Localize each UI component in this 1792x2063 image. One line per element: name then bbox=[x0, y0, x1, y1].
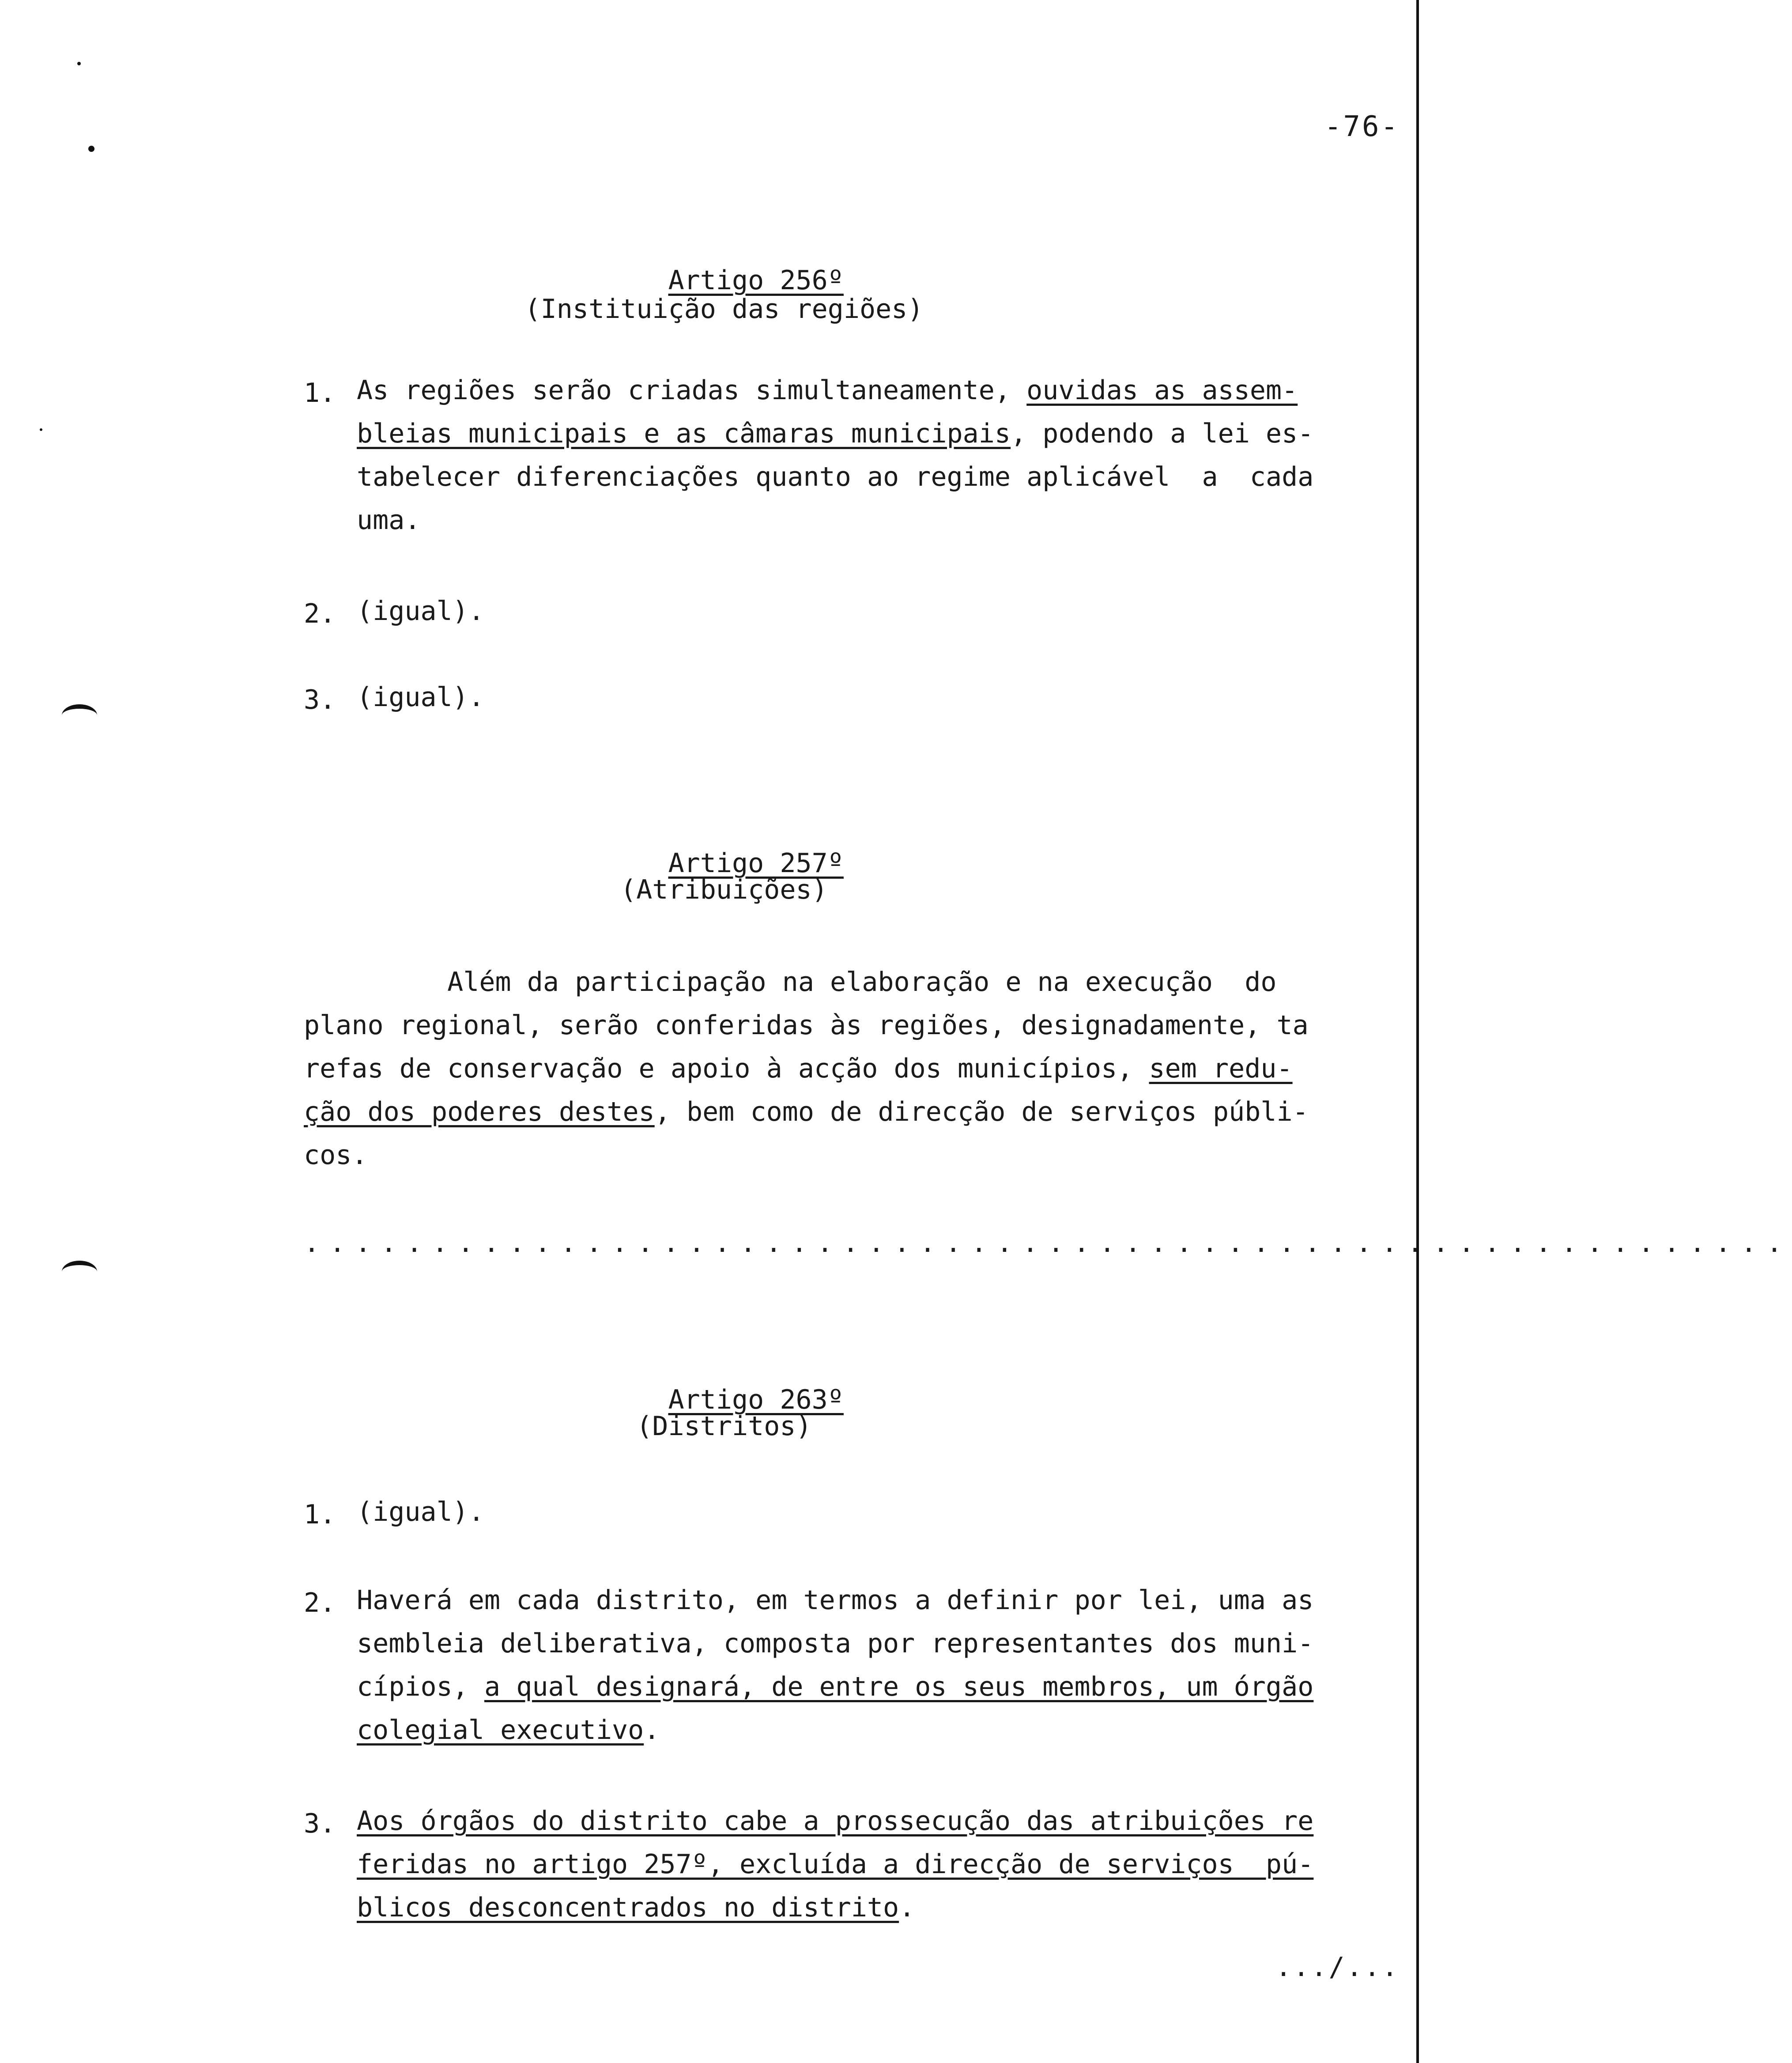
article-title-text: Artigo 256º bbox=[668, 265, 844, 296]
article-title-text: Artigo 257º bbox=[668, 848, 844, 879]
text-segment: As regiões serão criadas simultaneamente, bbox=[357, 375, 1027, 406]
underlined-text: sem redu- bbox=[1149, 1053, 1293, 1084]
item-number: 3. bbox=[304, 1808, 336, 1839]
item-line: uma. bbox=[357, 505, 421, 536]
underlined-text: blicos desconcentrados no distrito bbox=[357, 1892, 899, 1923]
punch-hole-arc bbox=[62, 704, 97, 726]
underlined-text: bleias municipais e as câmaras municipais bbox=[357, 418, 1011, 449]
underlined-text: colegial executivo bbox=[357, 1715, 644, 1746]
body-line: plano regional, serão conferidas às regiões, designadamente, ta bbox=[304, 1010, 1309, 1041]
item-number: 1. bbox=[304, 1499, 336, 1530]
text-segment: refas de conservação e apoio à acção dos municípios, bbox=[304, 1053, 1149, 1084]
text-segment: . bbox=[899, 1892, 915, 1923]
body-line: cos. bbox=[304, 1140, 368, 1171]
text-segment: . bbox=[644, 1715, 660, 1746]
separator-leaders: .......................................................... bbox=[304, 1228, 1792, 1258]
underlined-text: ouvidas as assem- bbox=[1026, 375, 1298, 406]
continuation-mark: .../... bbox=[1275, 1952, 1400, 1983]
item-line: feridas no artigo 257º, excluída a direcção de serviços pú- bbox=[357, 1849, 1314, 1880]
article-item-text bbox=[357, 369, 1313, 542]
item-line: (igual). bbox=[357, 1496, 484, 1527]
scan-mark bbox=[88, 146, 94, 152]
text-segment: , podendo a lei es- bbox=[1011, 418, 1314, 449]
underlined-text: a qual designará, de entre os seus membros, um órgão bbox=[484, 1671, 1314, 1702]
text-segment: , bem como de direcção de serviços públi- bbox=[654, 1096, 1309, 1127]
body-line: Além da participação na elaboração e na execução do bbox=[304, 967, 1277, 997]
item-line: (igual). bbox=[357, 596, 484, 627]
item-line: Aos órgãos do distrito cabe a prossecução das atribuições re bbox=[357, 1806, 1314, 1836]
article-subtitle: (Distritos) bbox=[636, 1411, 812, 1442]
article-body bbox=[304, 960, 1309, 1177]
scan-mark bbox=[77, 62, 81, 65]
item-line: tabelecer diferenciações quanto ao regime aplicável a cada bbox=[357, 461, 1314, 492]
item-number: 2. bbox=[304, 1587, 336, 1618]
punch-hole-arc bbox=[62, 1261, 97, 1283]
item-number: 3. bbox=[304, 684, 336, 715]
text-segment: cípios, bbox=[357, 1671, 484, 1702]
page-number: -76- bbox=[1324, 110, 1400, 143]
item-line: sembleia deliberativa, composta por representantes dos muni- bbox=[357, 1628, 1314, 1659]
article-title-text: Artigo 263º bbox=[668, 1384, 844, 1415]
item-line: Haverá em cada distrito, em termos a definir por lei, uma as bbox=[357, 1585, 1314, 1616]
item-line: (igual). bbox=[357, 682, 484, 713]
item-number: 2. bbox=[304, 598, 336, 629]
scan-mark bbox=[40, 428, 42, 431]
underlined-text: ção dos poderes destes bbox=[304, 1096, 655, 1127]
article-subtitle: (Atribuições) bbox=[620, 874, 828, 905]
article-subtitle: (Instituição das regiões) bbox=[524, 294, 924, 325]
item-number: 1. bbox=[304, 378, 336, 408]
article-item-text bbox=[357, 1579, 1313, 1752]
article-item-text bbox=[357, 1799, 1313, 1929]
